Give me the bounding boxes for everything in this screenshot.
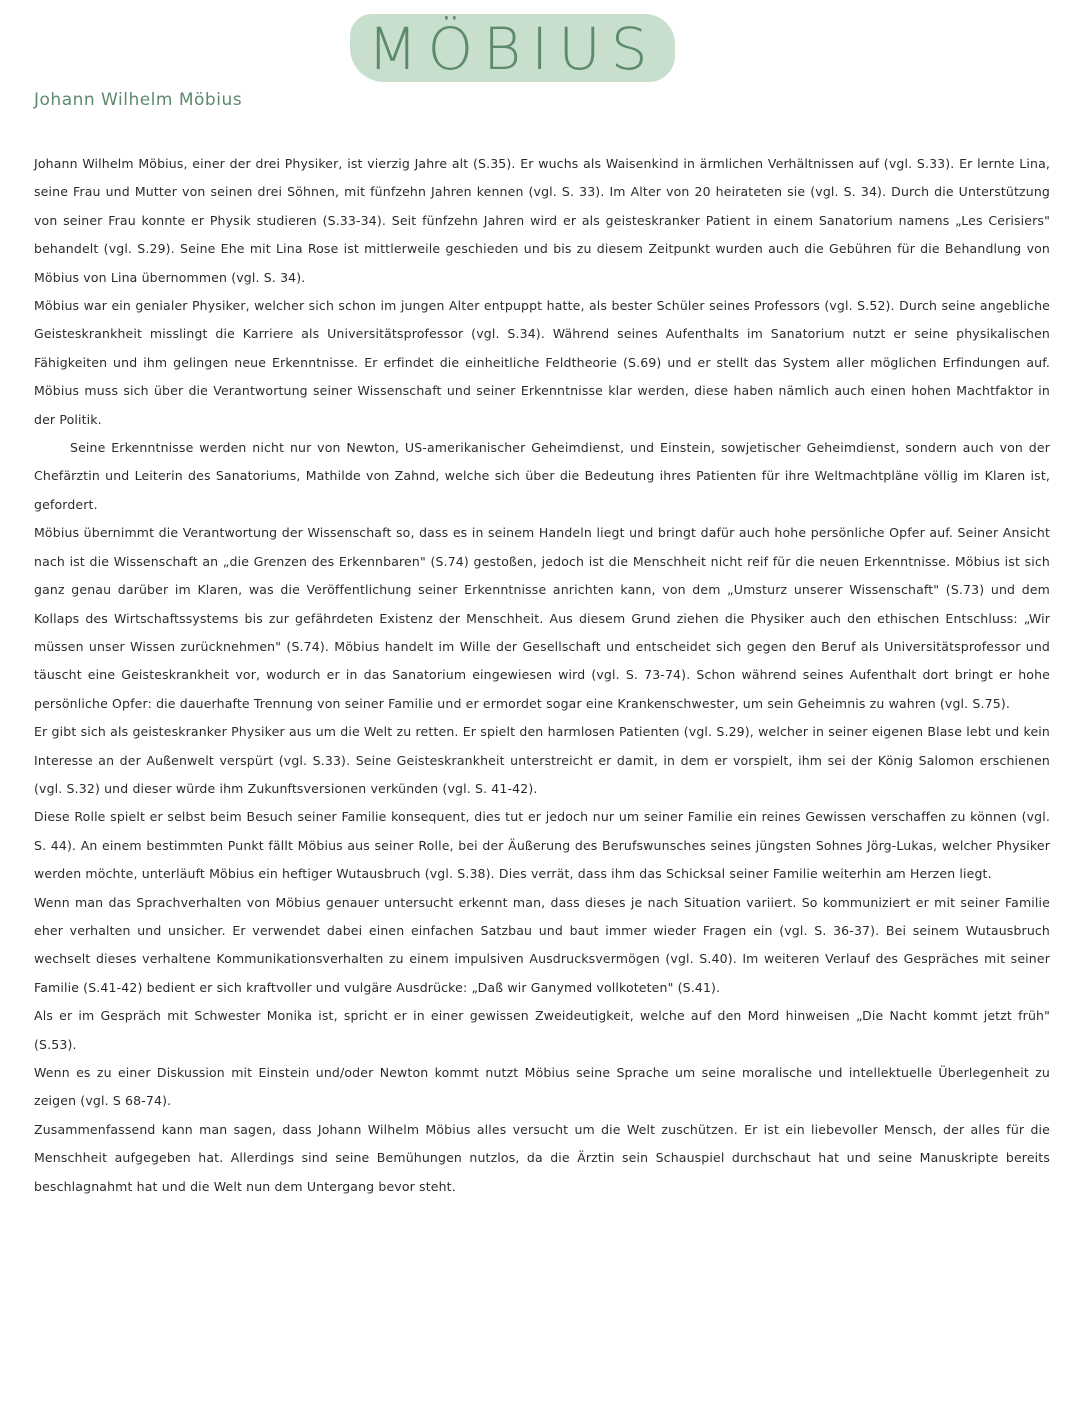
paragraph-demanded: Seine Erkenntnisse werden nicht nur von Newton, US-amerikanischer Geheimdienst, und Einstein, sowjetischer Geheimdienst, sondern auch von der Chefärztin und Leiterin des Sanatoriums, Mathilde von Zahnd, welche sich über die Bedeutung ihres Patienten für ihre Weltmachtpläne völlig im Klaren ist, gefordert. xyxy=(34,440,1050,512)
paragraph-biography: Johann Wilhelm Möbius, einer der drei Physiker, ist vierzig Jahre alt (S.35). Er wuchs als Waisenkind in ärmlichen Verhältnissen auf (vgl. S.33). Er lernte Lina, seine Frau und Mutter von seinen drei Söhnen, mit fünfzehn Jahren kennen (vgl. S. 33). Im Alter von 20 heirateten sie (vgl. S. 34). Durch die Unterstützung von seiner Frau konnte er Physik studieren (S.33-34). Seit fünfzehn Jahren wird er als geisteskranker Patient in einem Sanatorium namens „Les Cerisiers" behandelt (vgl. S.29). Seine Ehe mit Lina Rose ist mittlerweile geschieden und bis zu diesem Zeitpunkt wurden auch die Gebühren für die Behandlung von Möbius von Lina übernommen (vgl. S. 34). xyxy=(34,156,1050,285)
paragraph-responsibility: Möbius übernimmt die Verantwortung der Wissenschaft so, dass es in seinem Handeln liegt und bringt dafür auch hohe persönliche Opfer auf. Seiner Ansicht nach ist die Wissenschaft an „die Grenzen des Erkennbaren" (S.74) gestoßen, jedoch ist die Menschheit nicht reif für die neuen Erkenntnisse. Möbius ist sich ganz genau darüber im Klaren, was die Veröffentlichung seiner Erkenntnisse anrichten kann, von dem „Umsturz unserer Wissenschaft" (S.73) und dem Kollaps des Wirtschaftssystems bis zur gefährdeten Existenz der Menschheit. Aus diesem Grund ziehen die Physiker auch den ethischen Entschluss: „Wir müssen unser Wissen zurücknehmen" (S.74). Möbius handelt im Wille der Gesellschaft und entscheidet sich gegen den Beruf als Universitätsprofessor und täuscht eine Geisteskrankheit vor, wodurch er in das Sanatorium eingewiesen wird (vgl. S. 73-74). Schon während seines Aufenthalt dort bringt er hohe persönliche Opfer: die dauerhafte Trennung von seiner Familie und er ermordet sogar eine Krankenschwester, um sein Geheimnis zu wahren (vgl. S.75). xyxy=(34,525,1050,711)
paragraph-language: Wenn man das Sprachverhalten von Möbius genauer untersucht erkennt man, dass dieses je nach Situation variiert. So kommuniziert er mit seiner Familie eher verhalten und unsicher. Er verwendet dabei einen einfachen Satzbau und baut immer wieder Fragen ein (vgl. S. 36-37). Bei seinem Wutausbruch wechselt dieses verhaltene Kommunikationsverhalten zu einem impulsiven Ausdrucksvermögen (vgl. S.40). Im weiteren Verlauf des Gespräches mit seiner Familie (S.41-42) bedient er sich kraftvoller und vulgäre Ausdrücke: „Daß wir Ganymed vollkoteten" (S.41). xyxy=(34,894,1050,995)
paragraph-genius: Möbius war ein genialer Physiker, welcher sich schon im jungen Alter entpuppt hatte, als bester Schüler seines Professors (vgl. S.52). Durch seine angebliche Geisteskrankheit misslingt die Karriere als Universitätsprofessor (vgl. S.34). Während seines Aufenthalts im Sanatorium nutzt er seine physikalischen Fähigkeiten und ihm gelingen neue Erkenntnisse. Er erfindet die einheitliche Feldtheorie (S.69) und er stellt das System aller möglichen Erfindungen auf. Möbius muss sich über die Verantwortung seiner Wissenschaft und seiner Erkenntnisse klar werden, diese haben nämlich auch einen hohen Machtfaktor in der Politik. xyxy=(34,298,1050,427)
paragraph-family-visit: Diese Rolle spielt er selbst beim Besuch seiner Familie konsequent, dies tut er jedoch nur um seiner Familie ein reines Gewissen verschaffen zu können (vgl. S. 44). An einem bestimmten Punkt fällt Möbius aus seiner Rolle, bei der Äußerung des Berufswunsches seines jüngsten Sohnes Jörg-Lukas, welcher Physiker werden möchte, unterläuft Möbius ein heftiger Wutausbruch (vgl. S.38). Dies verrät, dass ihm das Schicksal seiner Familie weiterhin am Herzen liegt. xyxy=(34,809,1050,882)
page-title: MÖBIUS xyxy=(367,15,658,83)
paragraph-role: Er gibt sich als geisteskranker Physiker aus um die Welt zu retten. Er spielt den harmlosen Patienten (vgl. S.29), welcher in seiner eigenen Blase lebt und kein Interesse an der Außenwelt verspürt (vgl. S.33). Seine Geisteskrankheit unterstreicht er damit, in dem er vorspielt, ihm sei der König Salomon erschienen (vgl. S.32) und dieser würde ihm Zukunftsversionen verkünden (vgl. S. 41-42). xyxy=(34,724,1050,796)
paragraph-monika: Als er im Gespräch mit Schwester Monika ist, spricht er in einer gewissen Zweideutigkeit, welche auf den Mord hinweisen „Die Nacht kommt jetzt früh" (S.53). xyxy=(34,1008,1050,1052)
paragraph-discussion: Wenn es zu einer Diskussion mit Einstein und/oder Newton kommt nutzt Möbius seine Sprache um seine moralische und intellektuelle Überlegenheit zu zeigen (vgl. S 68-74). xyxy=(34,1065,1050,1109)
paragraph-conclusion: Zusammenfassend kann man sagen, dass Johann Wilhelm Möbius alles versucht um die Welt zuschützen. Er ist ein liebevoller Mensch, der alles für die Menschheit aufgegeben hat. Allerdings sind seine Bemühungen nutzlos, da die Ärztin sein Schauspiel durchschaut hat und seine Manuskripte bereits beschlagnahmt hat und die Welt nun dem Untergang bevor steht. xyxy=(34,1121,1050,1194)
section-heading: Johann Wilhelm Möbius xyxy=(34,90,243,110)
title-highlight xyxy=(350,14,675,82)
essay-body xyxy=(34,150,1050,1201)
